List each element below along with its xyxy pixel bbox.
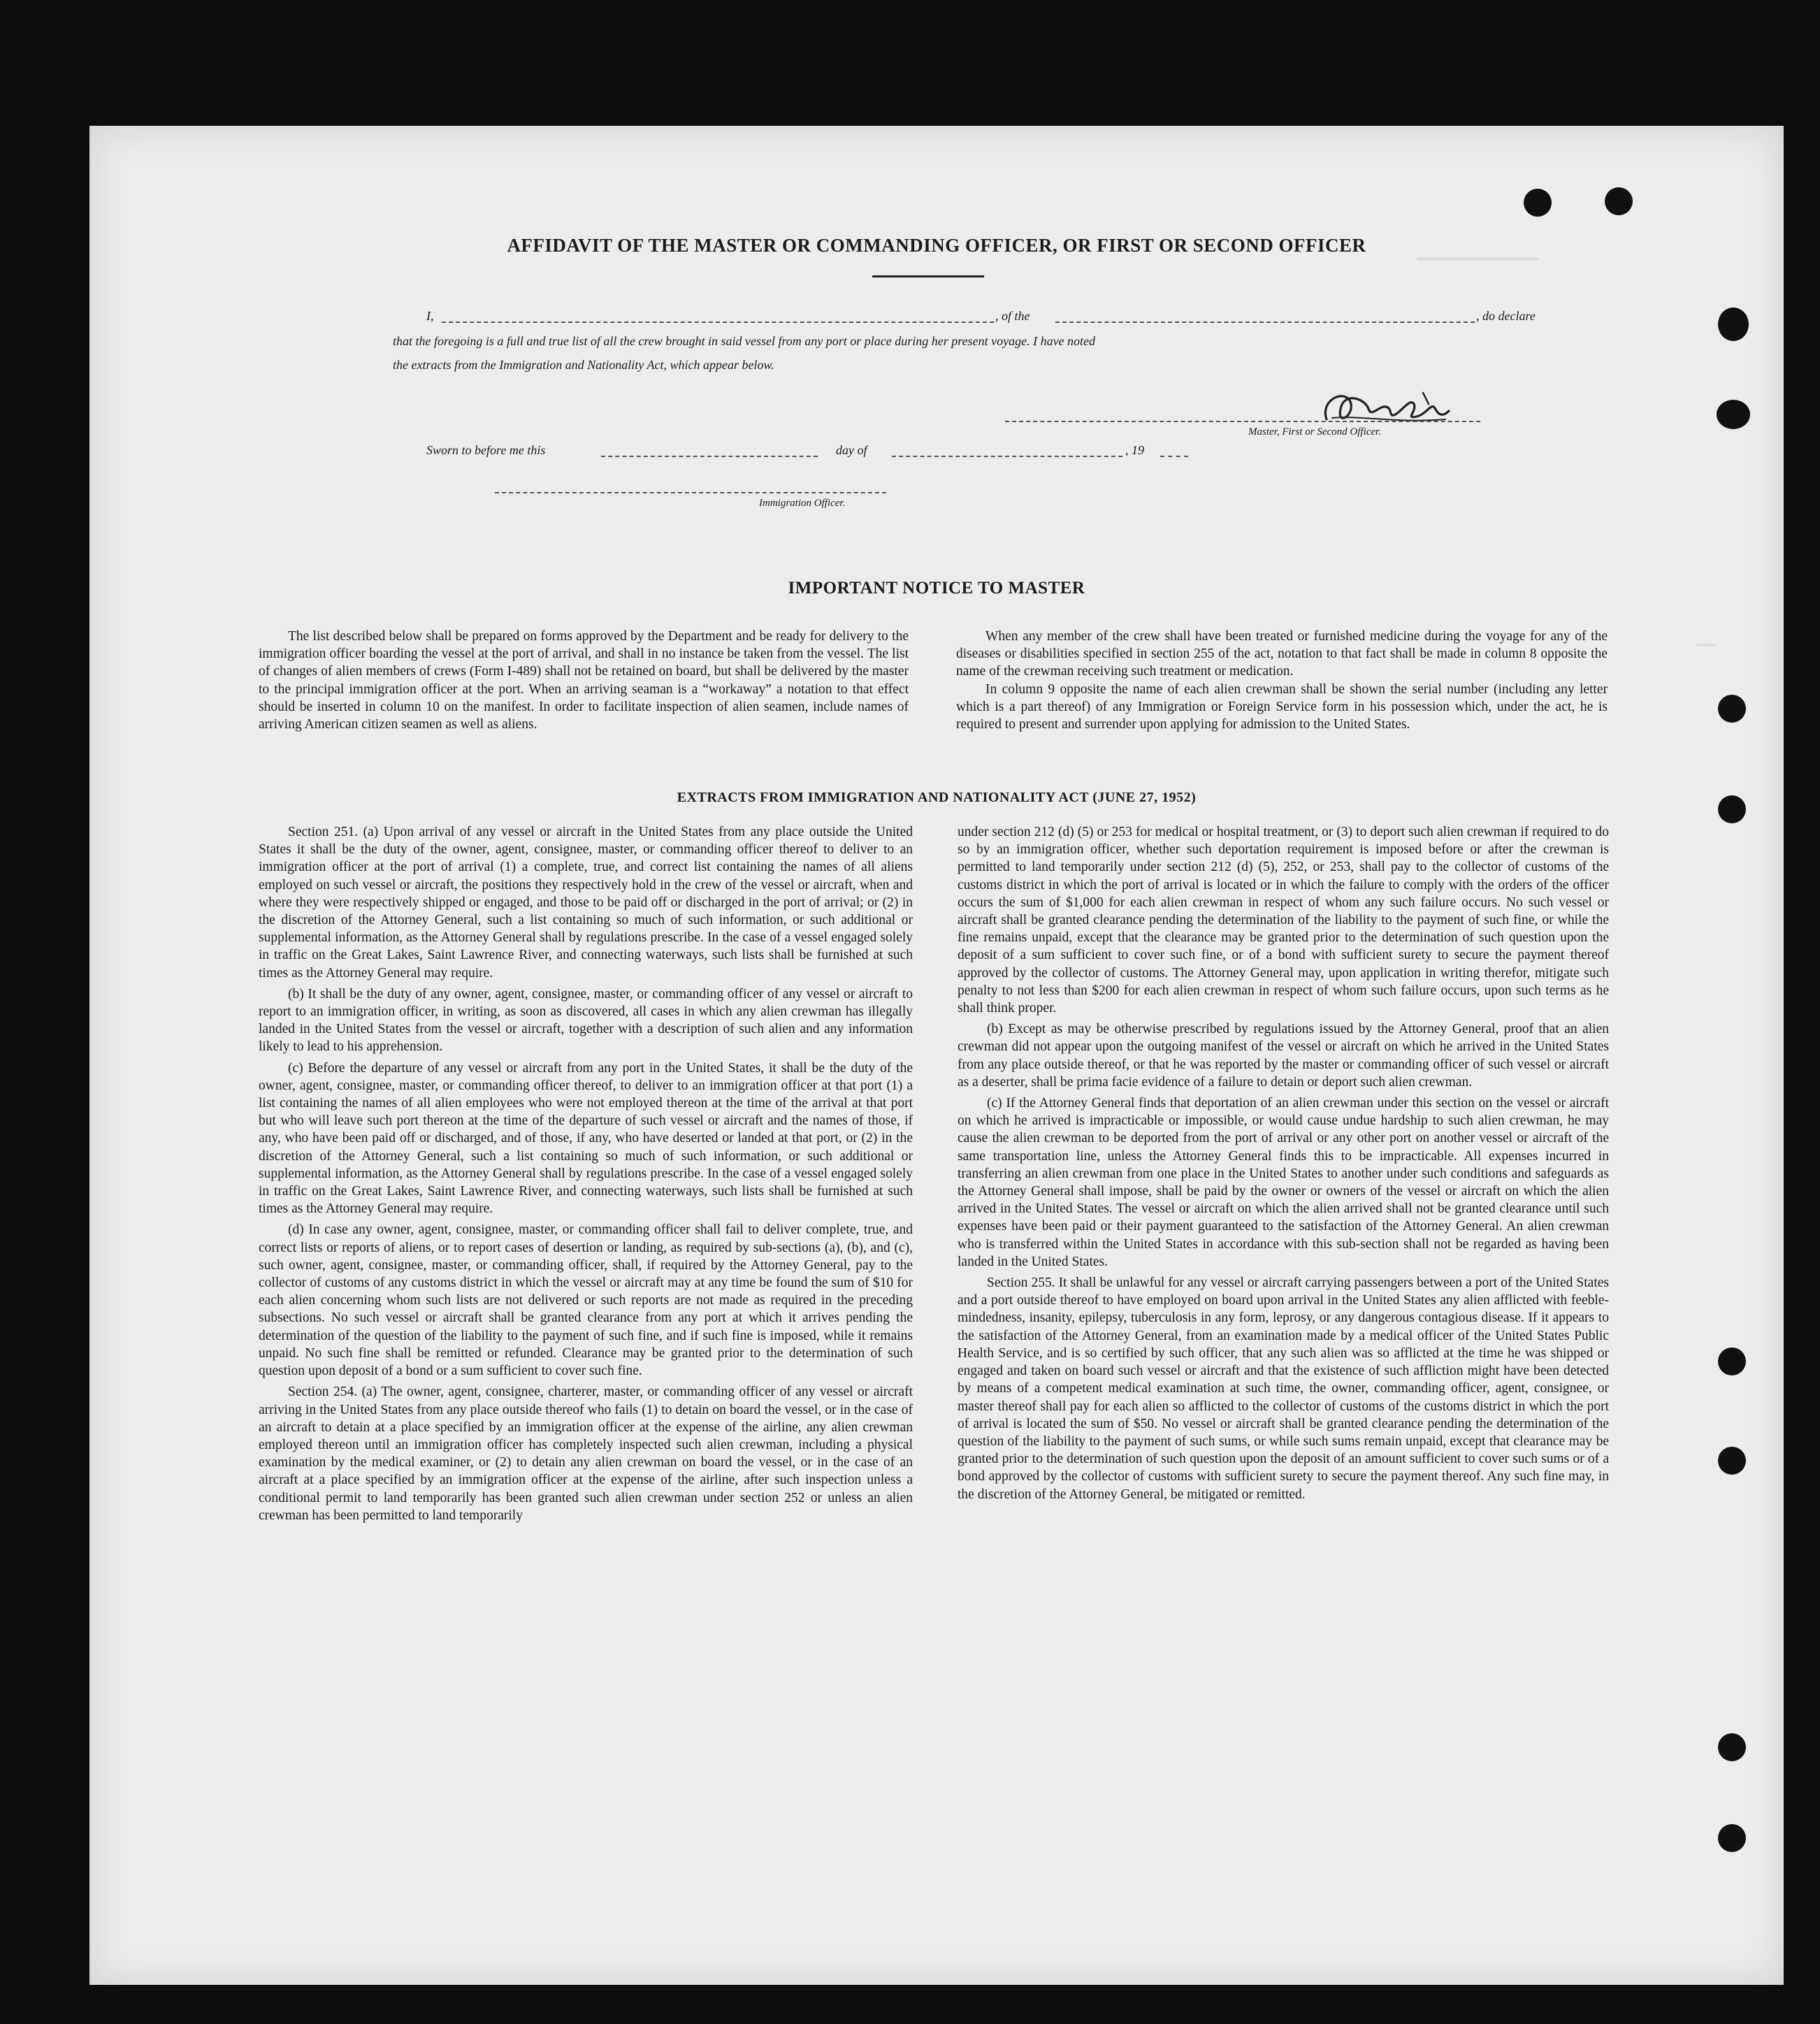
bleed-through: ▔▔▔▔▔▔▔▔▔▔▔ [1417,259,1538,280]
section-paragraph: Section 254. (a) The owner, agent, consignee, charterer, master, or commanding officer of any vessel or aircraft arriving in the United States from any place outside thereof who fails (1) to detain on board the vessel, or in the case of an aircraft to detain at a place specified by an immigration officer at the expense of the airline, any alien crewman employed thereon until an immigration officer has completely inspected such alien crewman, including a physical examination by the medical examiner, or (2) to detain any alien crewman on board the vessel, or in the case of an aircraft at a place specified by an immigration officer at the expense of the airline, after such inspection unless a conditional permit to land temporarily has been granted such alien crewman under section 252 or unless an alien crewman has been permitted to land temporarily [259,1385,913,1523]
extracts-title: EXTRACTS FROM IMMIGRATION AND NATIONALITY ACT (JUNE 27, 1952) [677,790,1197,805]
document-page [89,126,1784,1985]
sworn-label: Sworn to before me this [426,443,546,457]
sworn-month-field[interactable] [892,456,1122,457]
punch-hole [1718,1347,1746,1375]
section-paragraph: Section 255. It shall be unlawful for any vessel or aircraft carrying passengers between a port of the United States and a port outside thereof to have employed on board upon arrival in the United States any alien afflicted with feeble-mindedness, insanity, epilepsy, tuberculosis in any form, leprosy, or any dangerous contagious disease. If it appears to the satisfaction of the Attorney General, from an examination made by a medical officer of the United States Public Health Service, and is so certified by such officer, that any such alien was so afflicted at the time he was shipped or engaged and taken on board such vessel or aircraft and that the existence of such affliction might have been detected by means of a competent medical examination at such time, the owner, commanding officer, agent, consignee, or master thereof shall pay for each alien so afflicted to the collector of customs of the customs district in which the port of arrival is located the sum of $50. No vessel or aircraft shall be granted clearance pending the determination of the question of the liability to the payment of such sums, or while such sums remain unpaid, except that clearance may be granted prior to the determination of such question upon the deposit of an amount sufficient to cover such sums or of a bond approved by the collector of customs with sufficient surety to secure the payment thereof. Any such fine may, in the discretion of the Attorney General, be mitigated or remitted. [958,1275,1609,1502]
notice-left-column [259,628,909,737]
notice-paragraph: The list described below shall be prepared on forms approved by the Department and be ready for delivery to the immigration officer boarding the vessel at the port of arrival, and shall in no instance be taken from the vessel. The list of changes of alien members of crews (Form I-489) shall not be retained on board, but shall be delivered by the master to the principal immigration officer at the port. When an arriving seaman is a “workaway” a notation to that effect should be inserted in column 10 on the manifest. In order to facilitate inspection of alien seamen, include names of arriving American citizen seamen as well as aliens. [259,629,909,732]
section-paragraph: Section 251. (a) Upon arrival of any vessel or aircraft in the United States from any place outside the United States it shall be the duty of the owner, agent, consignee, master, or commanding officer thereof to deliver to an immigration officer at the port of arrival (1) a complete, true, and correct list containing the names of all aliens employed on such vessel or aircraft, the positions they respectively hold in the crew of the vessel or aircraft, when and where they were respectively shipped or engaged, and those to be paid off or discharged in the port of arrival; or (2) in the discretion of the Attorney General, such a list containing so much of such information, or such additional or supplemental information, as the Attorney General shall by regulations prescribe. In the case of a vessel engaged solely in traffic on the Great Lakes, Saint Lawrence River, and connecting waterways, such lists shall be furnished at such times as the Attorney General may require. [259,825,913,981]
punch-hole [1718,1447,1746,1475]
extracts-left-column [259,823,913,1528]
sworn-year-field[interactable] [1160,456,1188,457]
punch-hole [1717,400,1750,429]
sworn-day-field[interactable] [601,456,818,457]
officer-caption: Immigration Officer. [759,498,846,509]
section-paragraph: (d) In case any owner, agent, consignee, master, or commanding officer shall fail to deliver complete, true, and correct lists or reports of aliens, or to report cases of desertion or landing, as required by sub-sections (a), (b), and (c), such owner, agent, consignee, master, or commanding officer, shall, if required by the Attorney General, pay to the collector of customs of any customs district in which the vessel or aircraft may at any time be found the sum of $10 for each alien concerning whom such lists are not delivered or such reports are not made as required in the preceding subsections. No such vessel or aircraft shall be granted clearance from any port at which it arrives pending the determination of the question of the liability to the payment of such fine, and if such fine is imposed, while it remains unpaid. No such fine shall be remitted or refunded. Clearance may be granted prior to the determination of such question upon deposit of a bond or a sum sufficient to cover such fine. [259,1222,913,1379]
declaration-line-1: that the foregoing is a full and true list of all the crew brought in said vessel from any port or place during her present voyage. I have noted [393,334,1096,348]
vessel-field[interactable] [1055,321,1475,323]
section-paragraph: under section 212 (d) (5) or 253 for medical or hospital treatment, or (3) to deport such alien crewman if required to do so by an immigration officer, whether such deportation requirement is imposed before or after the crewman is permitted to land temporarily under section 212 (d) (5), 252, or 253, shall pay to the collector of customs of the customs district in which the port of arrival is located or in which the failure to comply with the orders of the officer occurs the sum of $1,000 for each alien crewman in respect of whom any such failure occurs. No such vessel or aircraft shall be granted clearance pending the determination of the liability to the payment of such fine, or while the fine remains unpaid, except that the clearance may be granted prior to the determination of such question upon the deposit of a sum sufficient to cover such fine, or of a bond with sufficient surety to secure the payment thereof approved by the collector of customs. The Attorney General may, upon application in writing therefor, mitigate such penalty to not less than $200 for each alien crewman in respect of whom such failure occurs, upon such terms as he shall think proper. [958,825,1609,1016]
affidavit-title: AFFIDAVIT OF THE MASTER OR COMMANDING OFFICER, OR FIRST OR SECOND OFFICER [507,235,1366,256]
i-label: I, [426,309,434,323]
section-paragraph: (c) Before the departure of any vessel or aircraft from any port in the United States, it shall be the duty of the owner, agent, consignee, master, or commanding officer thereof, to deliver to an immigration officer at that port (1) a list containing the names of all alien employees who were not employed thereon at the time of the arrival at that port but who will leave such port thereon at the time of the departure of such vessel or aircraft and the names of those, if any, who have been paid off or discharged, and of those, if any, who have deserted or landed at that port, or (2) in the discretion of the Attorney General, such a list containing so much of such information, or such additional or supplemental information, as the Attorney General shall by regulations prescribe. In the case of a vessel engaged solely in traffic on the Great Lakes, Saint Lawrence River, and connecting waterways, such lists shall be furnished at such times as the Attorney General may require. [259,1060,913,1217]
punch-hole [1524,189,1552,217]
declaration-line-2: the extracts from the Immigration and Nationality Act, which appear below. [393,358,774,372]
title-underline [872,275,984,277]
section-paragraph: (c) If the Attorney General finds that deportation of an alien crewman under this section on the vessel or aircraft on which he arrived is impracticable or impossible, or would cause undue hardship to such alien crewman, he may cause the alien crewman to be deported from the port of arrival or any other port on another vessel or aircraft of the same transportation line, unless the Attorney General finds this to be impracticable. All expenses incurred in transferring an alien crewman from one place in the United States to another under such conditions and safeguards as the Attorney General shall impose, shall be paid by the owner or owners of the vessel or aircraft on which the alien arrived in the United States. The vessel or aircraft on which the alien arrived shall not be granted clearance until such expenses have been paid or their payment guaranteed to the satisfaction of the Attorney General. An alien crewman who is transferred within the United States in accordance with this sub-section shall not be regarded as having been landed in the United States. [958,1096,1609,1269]
of-the-label: , of the [995,309,1030,323]
punch-hole [1718,1733,1746,1761]
notice-paragraph: In column 9 opposite the name of each alien crewman shall be shown the serial number (including any letter which is a part thereof) of any Immigration or Foreign Service form in his possession which, under the act, he is required to present and surrender upon applying for admission to the United States. [956,681,1608,732]
officer-signature-line[interactable] [495,492,886,493]
name-field[interactable] [442,321,994,323]
signer-caption: Master, First or Second Officer. [1248,426,1381,438]
notice-right-column [956,628,1608,737]
day-of-label: day of [836,443,867,457]
punch-hole [1718,1824,1746,1852]
notice-paragraph: When any member of the crew shall have been treated or furnished medicine during the voyage for any of the diseases or disabilities specified in section 255 of the act, notation to that fact shall be made in column 8 opposite the name of the crewman receiving such treatment or medication. [956,629,1608,679]
do-declare-label: , do declare [1476,309,1536,323]
signature-line[interactable] [1005,421,1480,422]
extracts-right-column [958,823,1609,1507]
punch-hole [1718,695,1746,723]
punch-hole [1718,308,1749,341]
section-paragraph: (b) Except as may be otherwise prescribed by regulations issued by the Attorney General, proof that an alien crewman did not appear upon the outgoing manifest of the vessel or aircraft on which he arrived in the United States from any place outside thereof, or that he was reported by the master or commanding officer of such vessel or aircraft as a deserter, shall be prima facie evidence of a failure to detain or deport such alien crewman. [958,1022,1609,1090]
notice-title: IMPORTANT NOTICE TO MASTER [788,579,1085,598]
year-label: , 19 [1125,443,1144,457]
section-paragraph: (b) It shall be the duty of any owner, agent, consignee, master, or commanding officer of any vessel or aircraft to report to an immigration officer, in writing, as soon as discovered, all cases in which any alien crewman has illegally landed in the United States from the vessel or aircraft, together with a description of such alien and any information likely to lead to his apprehension. [259,986,913,1055]
punch-hole [1605,187,1633,215]
bleed-through: ▁▁ [1697,630,1716,647]
